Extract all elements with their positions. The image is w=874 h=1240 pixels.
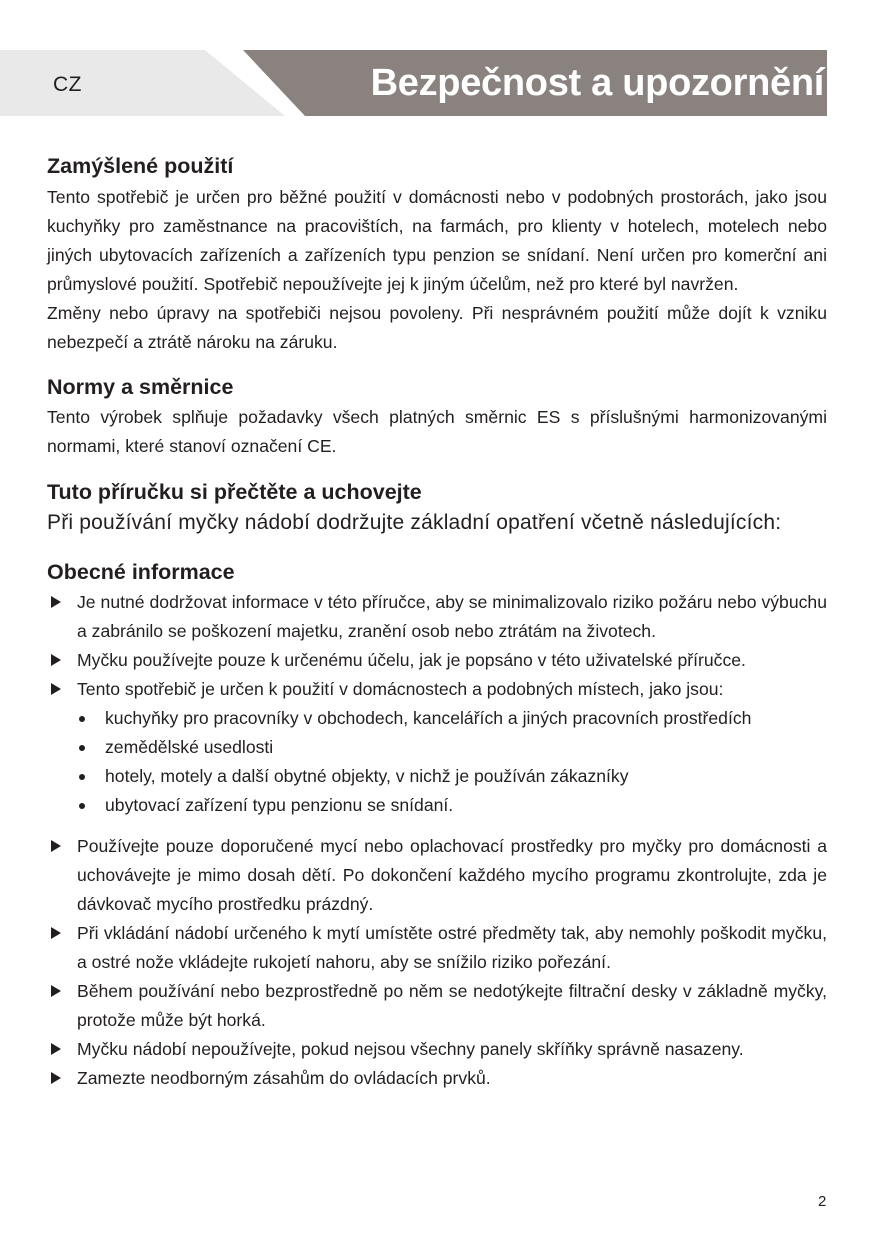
bullet-dot-icon bbox=[79, 716, 85, 722]
list-item-text: Při vkládání nádobí určeného k mytí umístěte ostré předměty tak, aby nemohly poškodit myčku, a ostré nože vkládejte rukojetí nahoru, aby se snížilo riziko pořezání. bbox=[77, 923, 827, 972]
sub-list-item-text: kuchyňky pro pracovníky v obchodech, kancelářích a jiných pracovních prostředích bbox=[105, 708, 752, 728]
section-intended-use bbox=[47, 150, 827, 357]
list-item bbox=[47, 646, 827, 675]
heading-general-info: Obecné informace bbox=[47, 560, 235, 584]
list-item bbox=[47, 1064, 827, 1093]
section-read-manual bbox=[47, 476, 827, 538]
page-title: Bezpečnost a upozornění bbox=[370, 62, 824, 104]
section-standards bbox=[47, 371, 827, 461]
sub-bullet-list bbox=[77, 704, 827, 820]
list-item-text: Tento spotřebič je určen k použití v domácnostech a podobných místech, jako jsou: bbox=[77, 679, 724, 699]
list-item-text: Myčku nádobí nepoužívejte, pokud nejsou všechny panely skříňky správně nasazeny. bbox=[77, 1039, 744, 1059]
section-general-info bbox=[47, 556, 827, 1093]
bullet-dot-icon bbox=[79, 803, 85, 809]
list-item bbox=[47, 919, 827, 977]
list-item bbox=[47, 1035, 827, 1064]
list-item-text: Zamezte neodborným zásahům do ovládacích prvků. bbox=[77, 1068, 491, 1088]
sub-list-item-text: zemědělské usedlosti bbox=[105, 737, 274, 757]
bullet-arrow-icon bbox=[51, 654, 61, 666]
heading-read-manual: Tuto příručku si přečtěte a uchovejte bbox=[47, 480, 422, 504]
intended-use-paragraph-2: Změny nebo úpravy na spotřebiči nejsou povoleny. Při nesprávném použití může dojít k vzniku nebezpečí a ztrátě nároku na záruku. bbox=[47, 303, 827, 352]
sub-list-item bbox=[77, 733, 827, 762]
language-tab-shape bbox=[0, 50, 285, 116]
list-item bbox=[47, 588, 827, 646]
general-bullet-list-1 bbox=[47, 588, 827, 820]
list-item bbox=[47, 832, 827, 919]
list-item-text: Používejte pouze doporučené mycí nebo oplachovací prostředky pro myčky pro domácnosti a uchovávejte je mimo dosah dětí. Po dokončení každého mycího programu zkontrolujte, zda je dávkovač mycího prostředku prázdný. bbox=[77, 836, 827, 914]
read-manual-intro: Při používání myčky nádobí dodržujte základní opatření včetně následujících: bbox=[47, 511, 782, 534]
bullet-arrow-icon bbox=[51, 1072, 61, 1084]
general-bullet-list-2 bbox=[47, 832, 827, 1093]
bullet-arrow-icon bbox=[51, 840, 61, 852]
list-item-text: Během používání nebo bezprostředně po něm se nedotýkejte filtrační desky v základně myčky, protože může být horká. bbox=[77, 981, 827, 1030]
heading-intended-use: Zamýšlené použití bbox=[47, 154, 234, 178]
main-content bbox=[47, 148, 827, 1093]
heading-standards: Normy a směrnice bbox=[47, 375, 234, 399]
sub-list-item bbox=[77, 704, 827, 733]
list-item-text: Myčku používejte pouze k určenému účelu, jak je popsáno v této uživatelské příručce. bbox=[77, 650, 746, 670]
bullet-arrow-icon bbox=[51, 985, 61, 997]
sub-list-item bbox=[77, 762, 827, 791]
bullet-dot-icon bbox=[79, 745, 85, 751]
bullet-arrow-icon bbox=[51, 927, 61, 939]
page-number: 2 bbox=[818, 1193, 827, 1210]
sub-list-item bbox=[77, 791, 827, 820]
standards-paragraph: Tento výrobek splňuje požadavky všech platných směrnic ES s příslušnými harmonizovanými normami, které stanoví označení CE. bbox=[47, 407, 827, 456]
language-code: CZ bbox=[53, 73, 82, 96]
intended-use-paragraph-1: Tento spotřebič je určen pro běžné použití v domácnosti nebo v podobných prostorách, jako jsou kuchyňky pro zaměstnance na pracovištích, na farmách, pro klienty v hotelech, motelech nebo jiných ubytovacích zařízeních a zařízeních typu penzion se snídaní. Není určen pro komerční ani průmyslové použití. Spotřebič nepoužívejte jej k jiným účelům, než pro které byl navržen. bbox=[47, 187, 827, 294]
sub-list-item-text: hotely, motely a další obytné objekty, v nichž je používán zákazníky bbox=[105, 766, 629, 786]
bullet-dot-icon bbox=[79, 774, 85, 780]
bullet-arrow-icon bbox=[51, 1043, 61, 1055]
list-item bbox=[47, 675, 827, 820]
page-header bbox=[0, 0, 874, 130]
list-item bbox=[47, 977, 827, 1035]
list-item-text: Je nutné dodržovat informace v této příručce, aby se minimalizovalo riziko požáru nebo výbuchu a zabránilo se poškození majetku, zranění osob nebo ztrátám na životech. bbox=[77, 592, 827, 641]
sub-list-item-text: ubytovací zařízení typu penzionu se snídaní. bbox=[105, 795, 454, 815]
bullet-arrow-icon bbox=[51, 683, 61, 695]
bullet-arrow-icon bbox=[51, 596, 61, 608]
